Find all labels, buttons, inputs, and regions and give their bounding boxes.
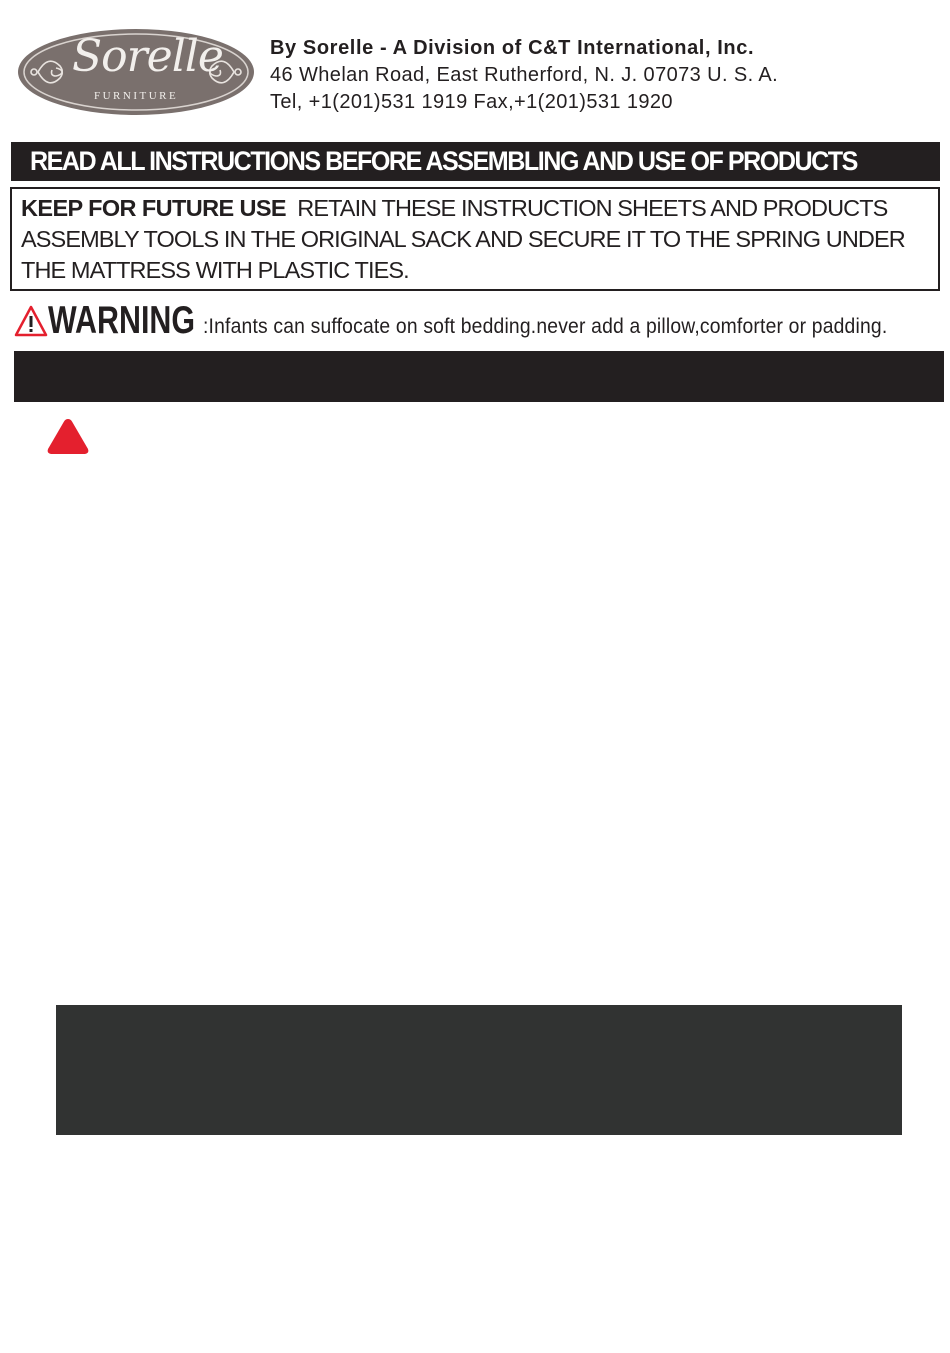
company-info	[270, 35, 778, 116]
keep-notice-box	[10, 187, 940, 291]
warning-label: WARNING	[48, 299, 196, 342]
keep-notice-text	[21, 193, 926, 286]
sorelle-logo	[16, 27, 256, 117]
keep-notice-body: RETAIN THESE INSTRUCTION SHEETS AND PRODUCTS ASSEMBLY TOOLS IN THE ORIGINAL SACK AND SECURE IT TO THE SPRING UNDER THE MATTRESS WITH PLASTIC TIES.	[21, 195, 905, 283]
logo-tagline: FURNITURE	[94, 90, 179, 102]
warning-row	[14, 299, 949, 343]
company-address: 46 Whelan Road, East Rutherford, N. J. 07073 U. S. A.	[270, 64, 779, 86]
warning-text: :Infants can suffocate on soft bedding.never add a pillow,comforter or padding.	[203, 315, 888, 338]
section-header-bar	[14, 351, 944, 402]
red-warning-triangle-icon	[45, 415, 91, 457]
keep-notice-lead: KEEP FOR FUTURE USE	[21, 195, 286, 221]
company-phone: Tel, +1(201)531 1919 Fax,+1(201)531 1920	[270, 91, 673, 113]
instructions-banner	[11, 142, 940, 181]
notice-box	[56, 1005, 902, 1135]
banner-text: READ ALL INSTRUCTIONS BEFORE ASSEMBLING AND USE OF PRODUCTS	[30, 146, 857, 176]
warning-triangle-icon	[14, 305, 48, 337]
company-name: By Sorelle - A Division of C&T International, Inc.	[270, 37, 755, 59]
logo-wordmark: Sorelle	[72, 31, 223, 82]
